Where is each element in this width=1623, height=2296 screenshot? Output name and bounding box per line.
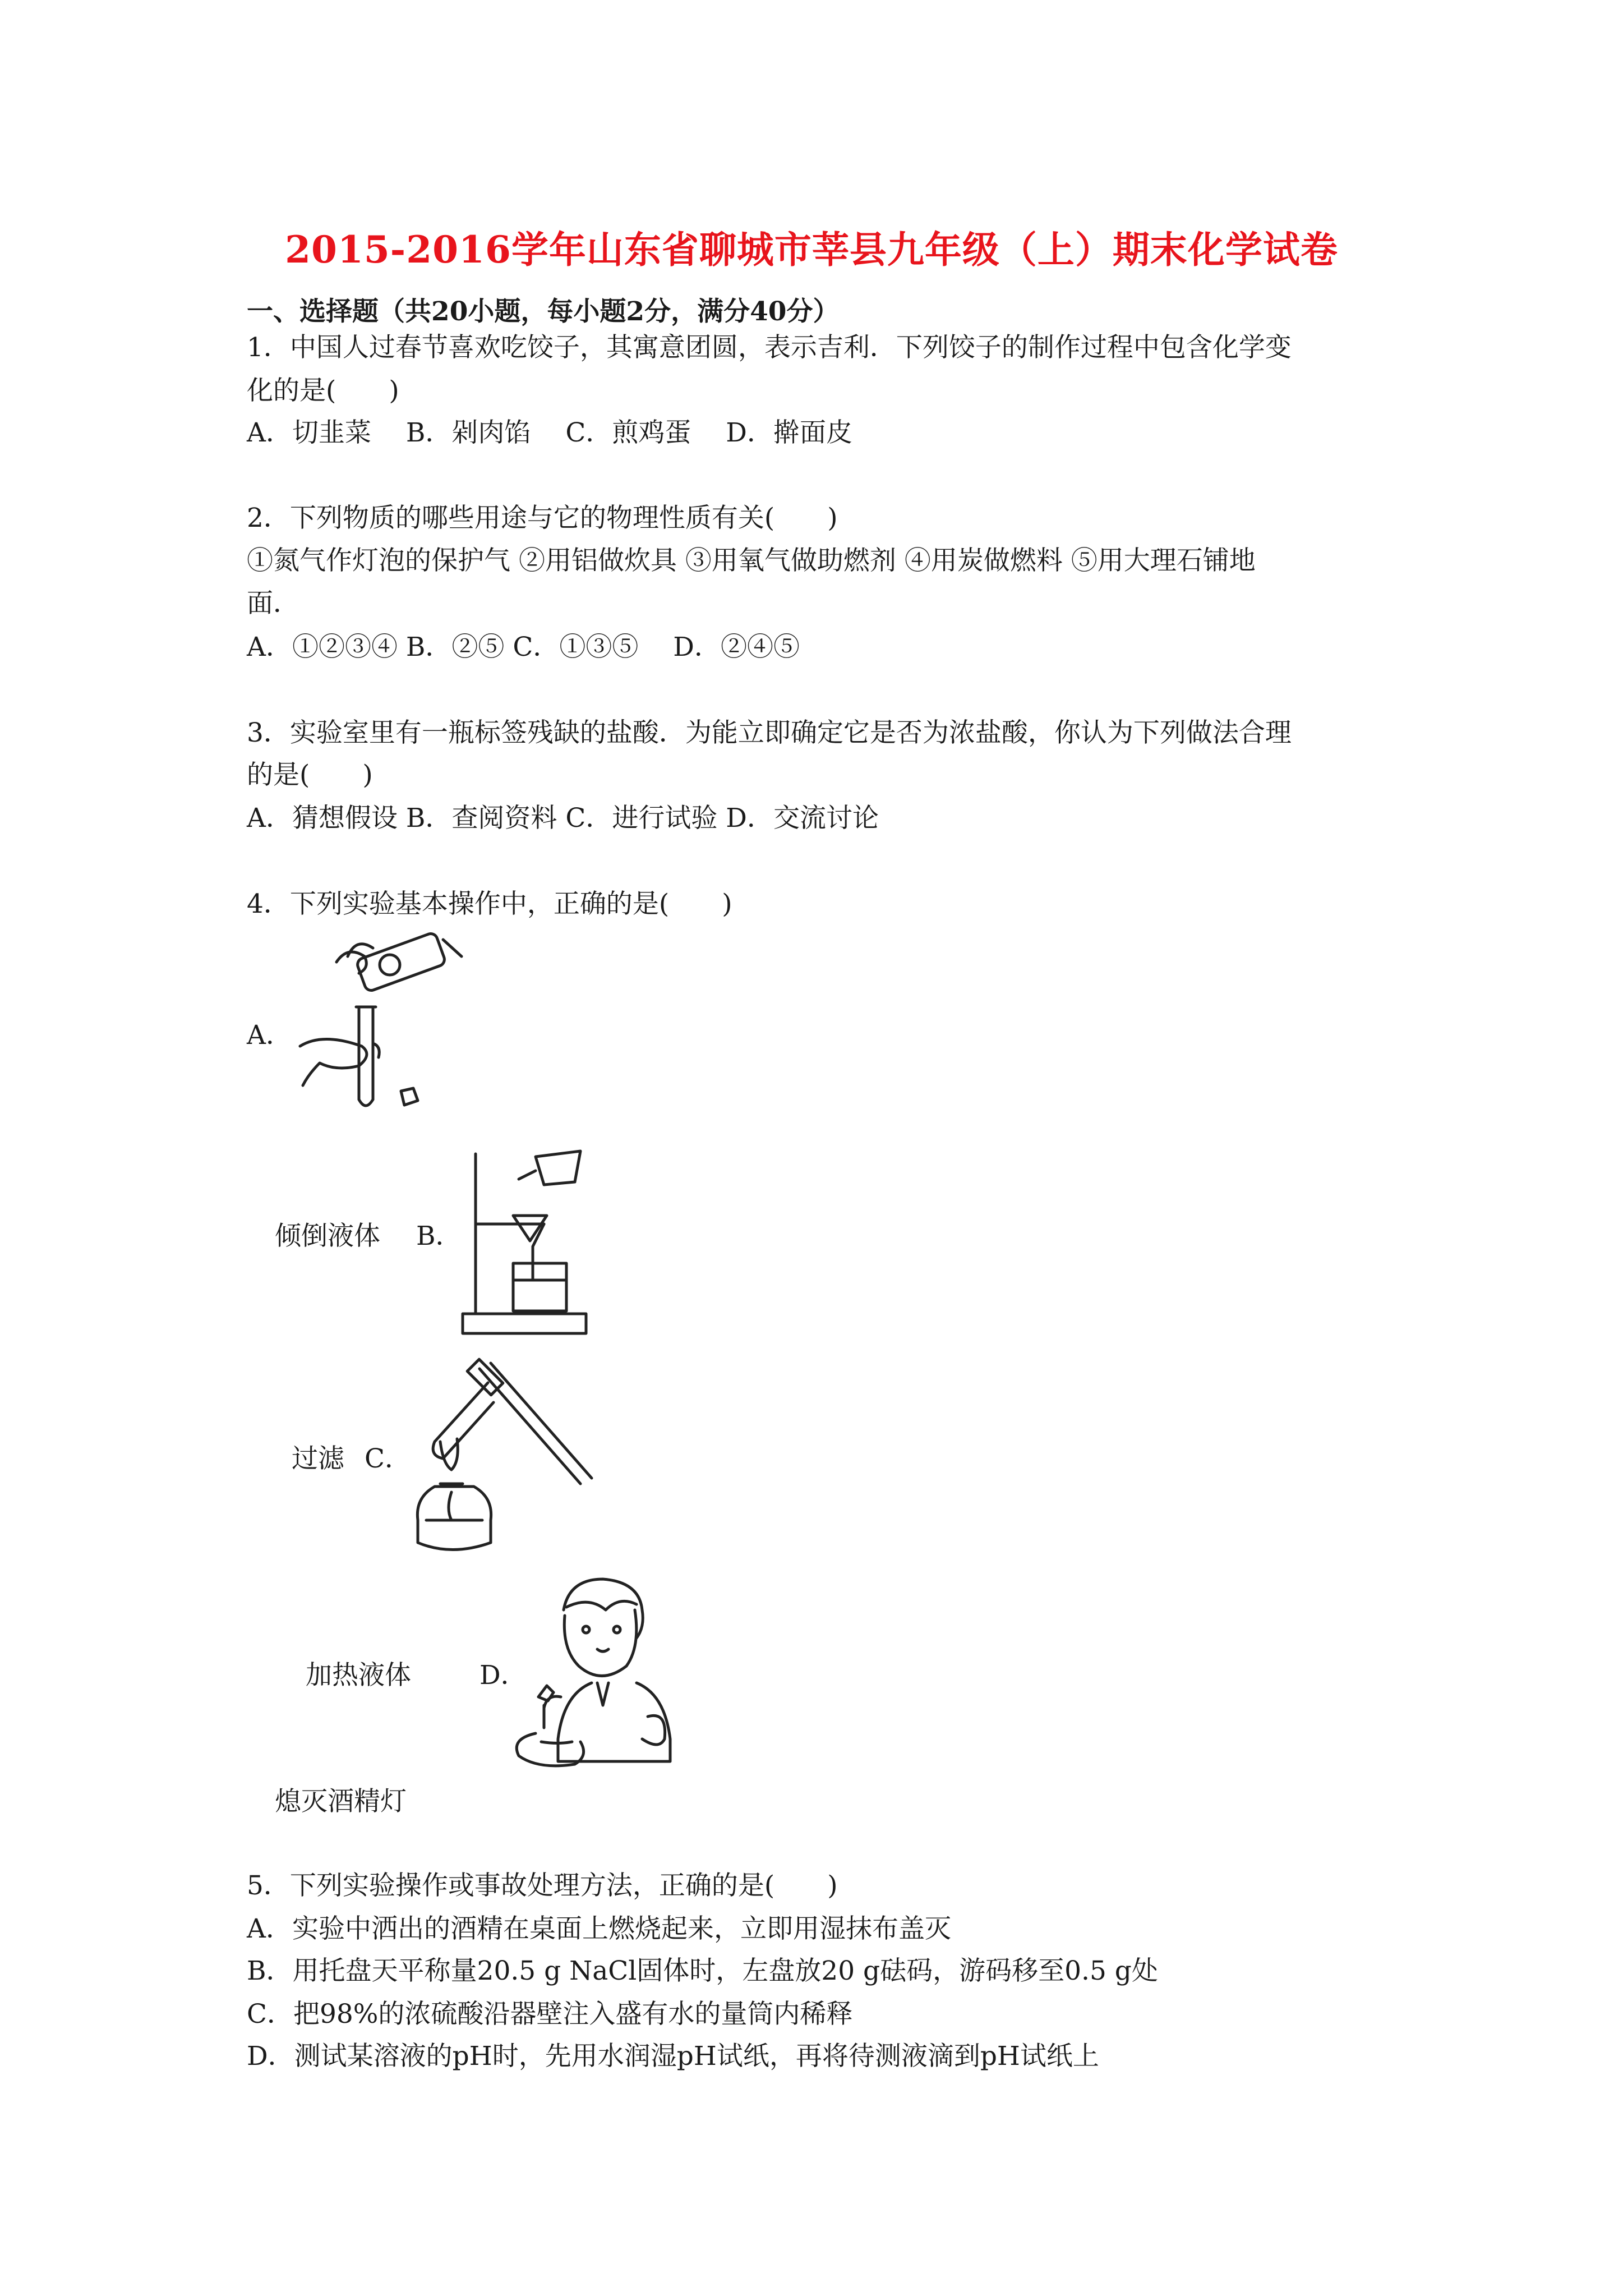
q4-option-c-label: C． — [365, 1443, 411, 1474]
q5-option-b: B．用托盘天平称量20.5 g NaCl固体时，左盘放20 g砝码，游码移至0.5 g处 — [247, 1955, 1158, 1986]
filtration-figure — [460, 1145, 589, 1342]
q2-stem: 2．下列物质的哪些用途与它的物理性质有关( ) — [247, 503, 838, 533]
q1-stem-line1: 1．中国人过春节喜欢吃饺子，其寓意团圆，表示吉利．下列饺子的制作过程中包含化学变 — [247, 332, 1292, 363]
q1-options: A．切韭菜 B．剁肉馅 C．煎鸡蛋 D．擀面皮 — [247, 417, 852, 448]
q3-stem-line1: 3．实验室里有一瓶标签残缺的盐酸．为能立即确定它是否为浓盐酸，你认为下列做法合理 — [247, 717, 1292, 748]
q4-option-b-caption: 过滤 — [292, 1443, 344, 1474]
q4-option-a-label: A． — [247, 1020, 292, 1051]
extinguish-lamp-figure — [513, 1576, 693, 1773]
q4-option-c-caption: 加热液体 — [306, 1660, 411, 1691]
q4-option-b-label: B． — [416, 1221, 462, 1251]
q2-items-line2: 面． — [247, 588, 299, 619]
exam-title: 2015-2016学年山东省聊城市莘县九年级（上）期末化学试卷 — [285, 228, 1338, 272]
q4-option-d-label: D． — [479, 1660, 527, 1691]
heat-liquid-figure — [401, 1358, 592, 1565]
q3-stem-line2: 的是( ) — [247, 760, 373, 790]
q5-option-c: C．把98%的浓硫酸沿器壁注入盛有水的量筒内稀释 — [247, 1999, 853, 2030]
q4-stem: 4．下列实验基本操作中，正确的是( ) — [247, 889, 732, 919]
q5-option-d: D．测试某溶液的pH时，先用水润湿pH试纸，再将待测液滴到pH试纸上 — [247, 2041, 1099, 2072]
q3-options: A．猜想假设 B．查阅资料 C．进行试验 D．交流讨论 — [247, 803, 879, 834]
q2-items-line1: ①氮气作灯泡的保护气 ②用铝做炊具 ③用氧气做助燃剂 ④用炭做燃料 ⑤用大理石铺地 — [247, 545, 1256, 576]
q5-stem: 5．下列实验操作或事故处理方法，正确的是( ) — [247, 1870, 838, 1901]
q1-stem-line2: 化的是( ) — [247, 375, 399, 406]
q2-options: A．①②③④ B．②⑤ C．①③⑤ D．②④⑤ — [247, 632, 800, 662]
q5-option-a: A．实验中洒出的酒精在桌面上燃烧起来，立即用湿抹布盖灭 — [247, 1913, 951, 1944]
pour-liquid-figure — [283, 923, 463, 1136]
q4-option-d-caption: 熄灭酒精灯 — [275, 1786, 407, 1817]
section-heading: 一、选择题（共20小题，每小题2分，满分40分） — [247, 296, 840, 327]
q4-option-a-caption: 倾倒液体 — [275, 1221, 380, 1251]
